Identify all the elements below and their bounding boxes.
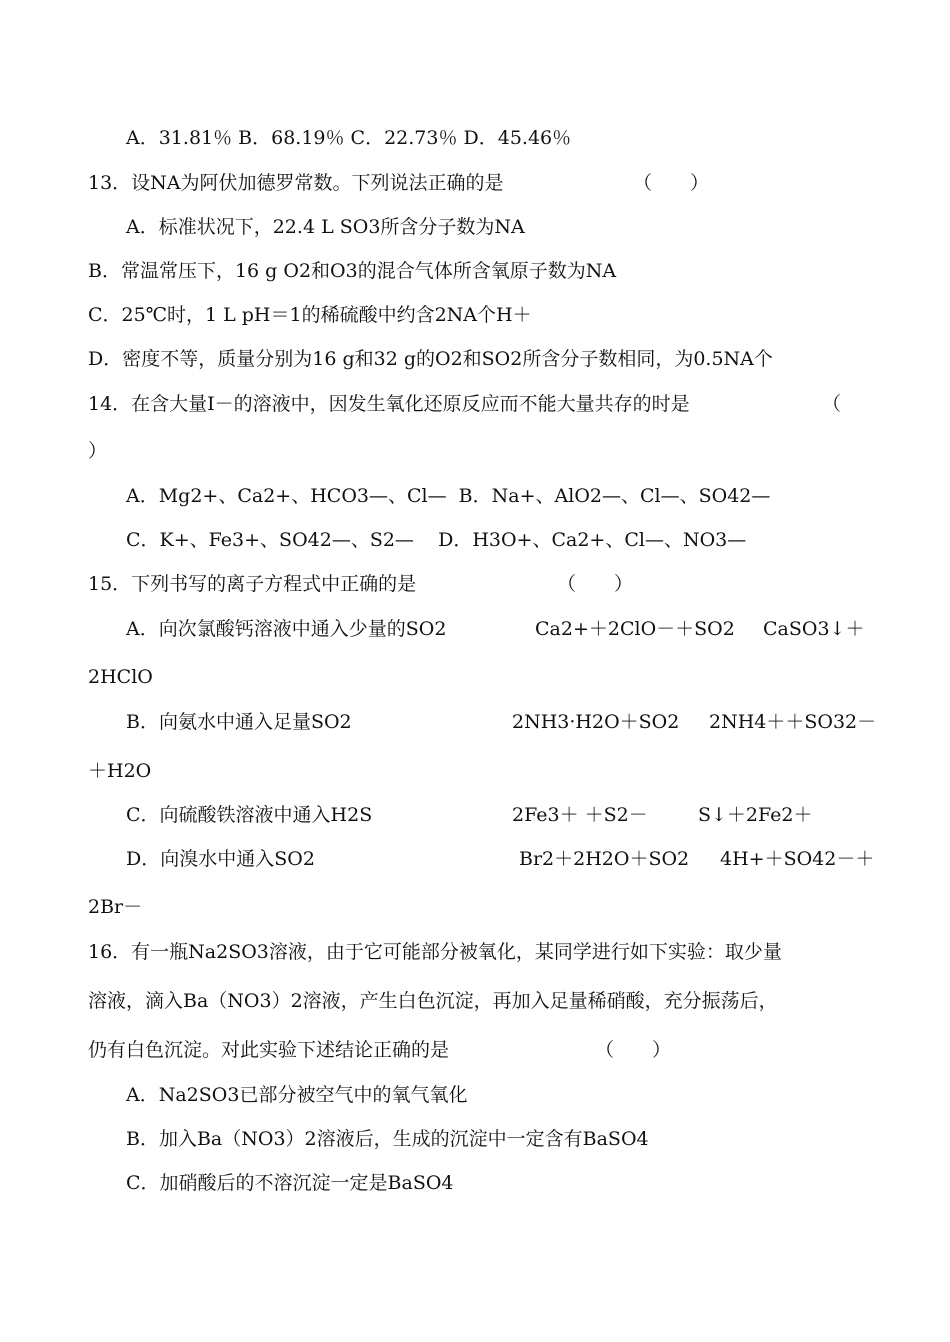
q16-stem-line3: 仍有白色沉淀。对此实验下述结论正确的是 (88, 1039, 450, 1061)
q16-option-b: B．加入Ba（NO3）2溶液后，生成的沉淀中一定含有BaSO4 (126, 1128, 649, 1150)
q14-bracket-close: ） (88, 440, 108, 462)
q15-option-d-products: 4H+＋SO42－＋ (720, 848, 875, 870)
q13-option-c: C．25℃时，1 L pH＝1的稀硫酸中约含2NA个H＋ (88, 304, 532, 326)
q15-option-b-label: B．向氨水中通入足量SO2 (126, 711, 352, 733)
q15-stem: 15．下列书写的离子方程式中正确的是 (88, 573, 417, 595)
q13-option-b: B．常温常压下，16 g O2和O3的混合气体所含氧原子数为NA (88, 260, 617, 282)
q16-stem-line1: 16．有一瓶Na2SO3溶液，由于它可能部分被氧化，某同学进行如下实验：取少量 (88, 941, 782, 963)
q15-option-d-label: D．向溴水中通入SO2 (126, 848, 315, 870)
q15-option-d-reactants: Br2＋2H2O＋SO2 (519, 848, 690, 870)
q13-option-d: D．密度不等，质量分别为16 g和32 g的O2和SO2所含分子数相同，为0.5NA个 (88, 348, 773, 370)
q16-option-a: A．Na2SO3已部分被空气中的氧气氧化 (126, 1084, 468, 1106)
q15-option-c-reactants: 2Fe3＋ ＋S2－ (512, 804, 648, 826)
q15-option-b-reactants: 2NH3·H2O＋SO2 (512, 711, 680, 733)
q14-stem: 14．在含大量I－的溶液中，因发生氧化还原反应而不能大量共存的时是 (88, 393, 690, 415)
q14-options-row2: C．K+、Fe3+、SO42—、S2— D．H3O+、Ca2+、Cl—、NO3— (126, 529, 747, 551)
q15-option-c-products: S↓＋2Fe2＋ (698, 804, 813, 826)
q15-option-b-products: 2NH4＋＋SO32－ (709, 711, 877, 733)
q16-answer-bracket: （ ） (595, 1039, 672, 1061)
q13-answer-bracket: （ ） (633, 172, 710, 194)
q15-answer-bracket: （ ） (557, 573, 634, 595)
q13-stem: 13．设NA为阿伏加德罗常数。下列说法正确的是 (88, 172, 504, 194)
q15-option-c-label: C．向硫酸铁溶液中通入H2S (126, 804, 373, 826)
q15-option-a-continued: 2HClO (88, 666, 153, 688)
q14-options-row1: A．Mg2+、Ca2+、HCO3—、Cl— B．Na+、AlO2—、Cl—、SO42— (126, 485, 771, 507)
q16-option-c: C．加硝酸后的不溶沉淀一定是BaSO4 (126, 1172, 454, 1194)
q15-option-a-reactants: Ca2+＋2ClO－＋SO2 (535, 618, 735, 640)
q15-option-a-products: CaSO3↓＋ (763, 618, 865, 640)
q12-options: A．31.81％ B．68.19％ C．22.73％ D．45.46％ (126, 127, 572, 149)
q15-option-b-continued: ＋H2O (88, 760, 152, 782)
q15-option-d-continued: 2Br－ (88, 896, 143, 918)
q14-bracket-open: （ (822, 393, 842, 415)
q15-option-a-label: A．向次氯酸钙溶液中通入少量的SO2 (126, 618, 447, 640)
q13-option-a: A．标准状况下，22.4 L SO3所含分子数为NA (126, 216, 525, 238)
q16-stem-line2: 溶液，滴入Ba（NO3）2溶液，产生白色沉淀，再加入足量稀硝酸，充分振荡后， (88, 990, 778, 1012)
